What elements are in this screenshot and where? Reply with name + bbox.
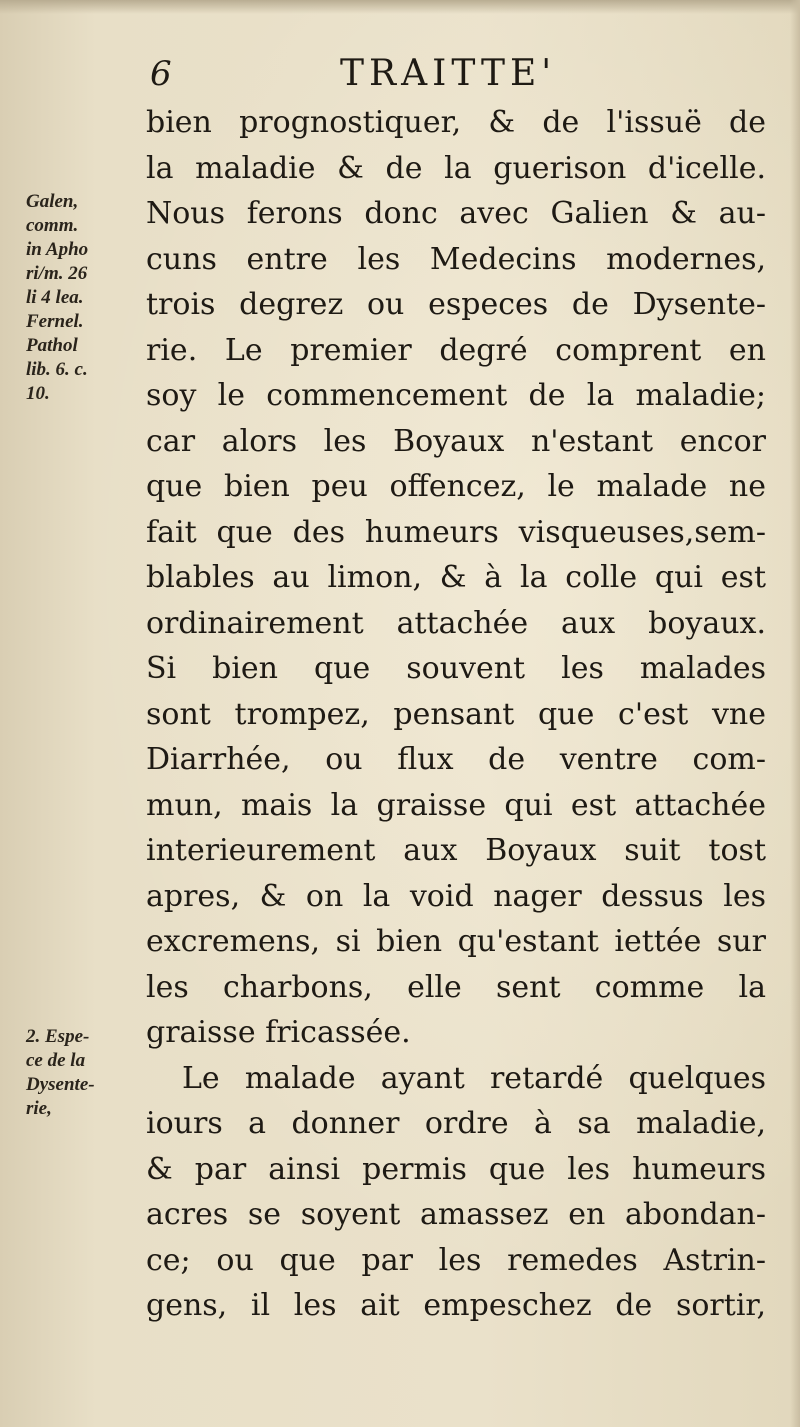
page-top-shadow [0,0,800,14]
text-line: acres se soyent amassez en abondan- [146,1197,766,1232]
margin-note-line: 10. [26,383,50,404]
margin-note-line: li 4 lea. [26,287,84,308]
text-line: iours a donner ordre à sa maladie, [146,1106,766,1141]
margin-note-line: Fernel. [26,311,84,332]
text-line: soy le commencement de la maladie; [146,378,766,413]
margin-note-line: rie, [26,1098,52,1119]
text-line: que bien peu offencez, le malade ne [146,469,766,504]
text-line: trois degrez ou especes de Dysente- [146,287,766,322]
page-edge-shadow [790,0,800,1427]
margin-note-citation [26,190,146,406]
text-line: apres, & on la void nager dessus les [146,878,766,914]
text-line: mun, mais la graisse qui est attachée [146,787,766,823]
margin-note-line: 2. Espe- [26,1026,90,1047]
running-title: TRAITTE' [340,53,557,94]
page-number: 6 [150,54,172,94]
margin-note-line: Dysente- [26,1074,95,1095]
text-line: Diarrhée, ou flux de ventre com- [146,742,766,777]
text-line: Nous ferons donc avec Galien & au- [146,196,766,231]
text-line: rie. Le premier degré comprent en [146,332,766,368]
margin-note-line: ce de la [26,1050,86,1071]
text-line: & par ainsi permis que les humeurs [146,1151,766,1187]
margin-note-line: ri/m. 26 [26,263,88,284]
text-line: blables au limon, & à la colle qui est [146,560,766,595]
text-line: bien prognostiquer, & de l'issuë de [146,105,766,140]
margin-note-line: Galen, [26,191,79,212]
text-line: la maladie & de la guerison d'icelle. [146,150,766,186]
text-line: gens, il les ait empeschez de sortir, [146,1288,766,1323]
margin-note-section [26,1025,146,1121]
margin-note-line: lib. 6. c. [26,359,88,380]
text-line: excremens, si bien qu'estant iettée sur [146,924,766,959]
text-line: Le malade ayant retardé quelques [182,1060,766,1096]
text-line: ce; ou que par les remedes Astrin- [146,1242,766,1278]
body-text [146,100,766,1329]
text-line: graisse fricassée. [146,1015,411,1050]
margin-note-line: Pathol [26,335,78,356]
page-header [0,52,800,96]
text-line: Si bien que souvent les malades [146,651,766,686]
text-line: car alors les Boyaux n'estant encor [146,423,766,459]
text-line: fait que des humeurs visqueuses,sem- [146,514,766,550]
text-line: interieurement aux Boyaux suit tost [146,833,766,868]
text-line: cuns entre les Medecins modernes, [146,241,766,277]
margin-note-line: in Apho [26,239,89,260]
margin-note-line: comm. [26,215,79,236]
text-line: ordinairement attachée aux boyaux. [146,605,766,641]
text-line: sont trompez, pensant que c'est vne [146,696,766,732]
text-line: les charbons, elle sent comme la [146,969,766,1005]
